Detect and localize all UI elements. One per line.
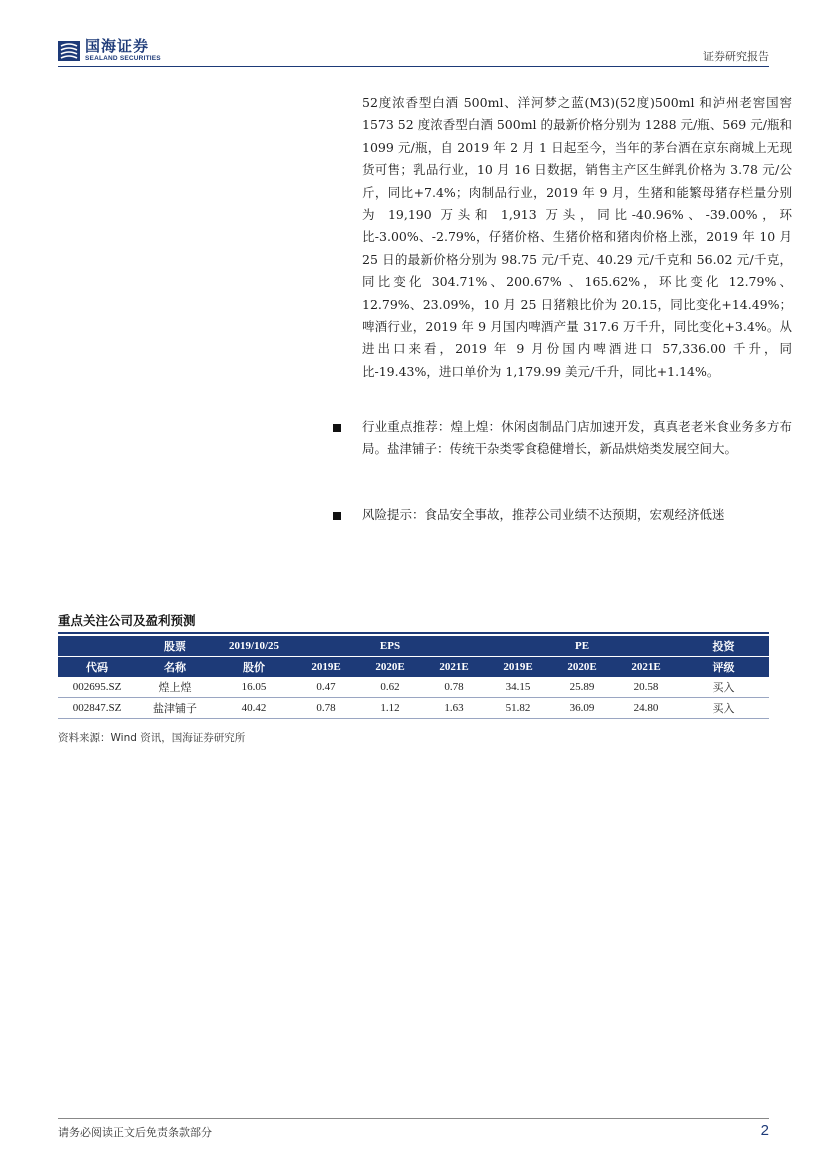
table-top-rule (58, 632, 769, 634)
header-pe-2021: 2021E (614, 657, 678, 678)
logo-english-name: SEALAND SECURITIES (85, 55, 161, 63)
cell-code: 002695.SZ (58, 677, 136, 698)
header-price: 股价 (214, 657, 294, 678)
cell-eps-2021: 1.63 (422, 698, 486, 719)
cell-pe-2021: 20.58 (614, 677, 678, 698)
header-stock: 股票 (136, 636, 214, 657)
cell-rating: 买入 (678, 698, 769, 719)
disclaimer-note: 请务必阅读正文后免责条款部分 (58, 1126, 212, 1139)
risk-warning-paragraph: 风险提示：食品安全事故，推荐公司业绩不达预期，宏观经济低迷 (362, 507, 725, 522)
header-code: 代码 (58, 657, 136, 678)
header-cell (422, 636, 486, 657)
bullet-square-icon (333, 424, 341, 432)
bullet-square-icon (333, 512, 341, 520)
table-row (58, 677, 769, 698)
cell-name: 盐津铺子 (136, 698, 214, 719)
header-pe-2019: 2019E (486, 657, 550, 678)
cell-code: 002847.SZ (58, 698, 136, 719)
table-title: 重点关注公司及盈利预测 (58, 613, 196, 628)
recommendation-paragraph: 行业重点推荐：煌上煌：休闲卤制品门店加速开发，真真老老米食业务多方布局。盐津铺子：传统干杂类零食稳健增长，新品烘焙类发展空间大。 (362, 419, 792, 457)
cell-eps-2020: 0.62 (358, 677, 422, 698)
header-eps: EPS (358, 636, 422, 657)
industry-data-paragraph: 52度浓香型白酒 500ml、洋河梦之蓝(M3)(52度)500ml 和泸州老窖国窖 1573 52 度浓香型白酒 500ml 的最新价格分别为 1288 元/瓶、569 元/瓶和 1099 元/瓶，自 2019 年 2 月 1 日起至今，当年的茅台酒在京东商城上无现货可售；乳品行业，10 月 16 日数据，销售主产区生鲜乳价格为 3.78 元/公斤，同比+7.4%；肉制品行业，2019 年 9 月，生猪和能繁母猪存栏量分别为 19,190 万头和 1,913 万头，同比-40.96%、-39.00%，环比-3.00%、-2.79%，仔猪价格、生猪价格和猪肉价格上涨，2019 年 10 月 25 日的最新价格分别为 98.75 元/千克、40.29 元/千克和 56.02 元/千克，同比变化 304.71%、200.67% 、165.62%，环比变化 12.79%、12.79%、23.09%，10 月 25 日猪粮比价为 20.15，同比变化+14.49%；啤酒行业，2019 年 9 月国内啤酒产量 317.6 万千升，同比变化+3.4%。从进出口来看，2019 年 9 月份国内啤酒进口 57,336.00 千升，同比-19.43%，进口单价为 1,179.99 美元/千升，同比+1.14%。 (362, 95, 792, 379)
report-type-label: 证券研究报告 (703, 50, 769, 63)
cell-pe-2020: 36.09 (550, 698, 614, 719)
page-number: 2 (760, 1122, 769, 1139)
company-logo (58, 38, 161, 64)
cell-eps-2020: 1.12 (358, 698, 422, 719)
cell-pe-2020: 25.89 (550, 677, 614, 698)
cell-pe-2019: 34.15 (486, 677, 550, 698)
header-cell (294, 636, 358, 657)
header-rating: 评级 (678, 657, 769, 678)
table-header-row-top (58, 636, 769, 657)
logo-chinese-name: 国海证券 (85, 37, 150, 56)
header-pe-2020: 2020E (550, 657, 614, 678)
header-divider (58, 66, 769, 67)
earnings-forecast-table (58, 636, 769, 719)
cell-eps-2021: 0.78 (422, 677, 486, 698)
header-date: 2019/10/25 (214, 636, 294, 657)
header-eps-2019: 2019E (294, 657, 358, 678)
header-cell (486, 636, 550, 657)
header-pe: PE (550, 636, 614, 657)
table-source-note: 资料来源：Wind 资讯，国海证券研究所 (58, 732, 246, 744)
header-eps-2020: 2020E (358, 657, 422, 678)
table-row (58, 698, 769, 719)
cell-price: 16.05 (214, 677, 294, 698)
header-cell (614, 636, 678, 657)
cell-eps-2019: 0.47 (294, 677, 358, 698)
cell-pe-2019: 51.82 (486, 698, 550, 719)
header-name: 名称 (136, 657, 214, 678)
cell-rating: 买入 (678, 677, 769, 698)
header-cell (58, 636, 136, 657)
footer-divider (58, 1118, 769, 1119)
cell-price: 40.42 (214, 698, 294, 719)
cell-name: 煌上煌 (136, 677, 214, 698)
sealand-logo-icon (58, 40, 80, 62)
header-eps-2021: 2021E (422, 657, 486, 678)
header-rating-top: 投资 (678, 636, 769, 657)
cell-pe-2021: 24.80 (614, 698, 678, 719)
cell-eps-2019: 0.78 (294, 698, 358, 719)
table-header-row-bottom (58, 657, 769, 678)
